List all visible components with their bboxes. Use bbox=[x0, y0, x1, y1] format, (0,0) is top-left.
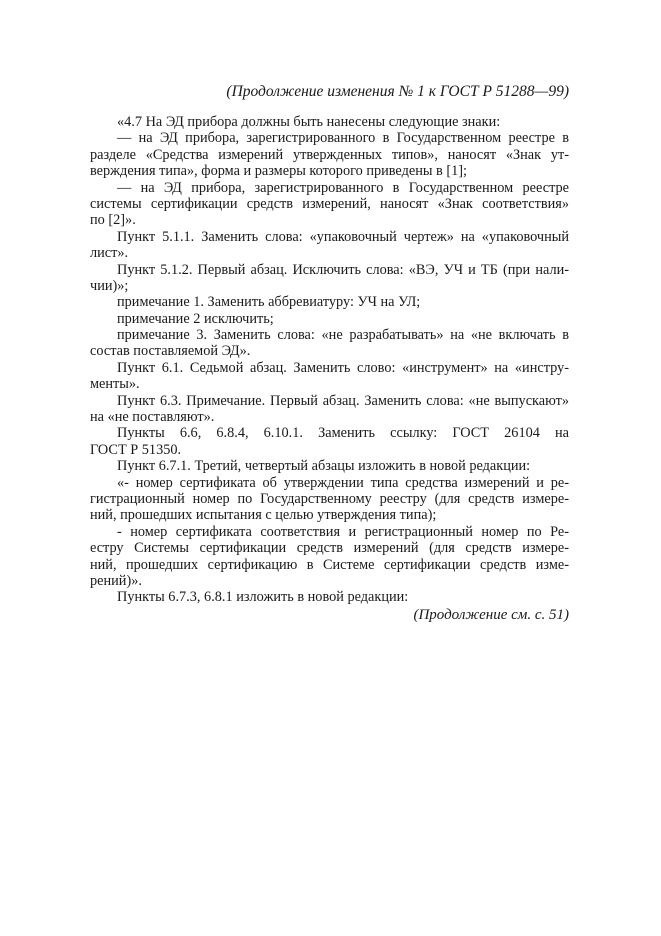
text-line: лист». bbox=[90, 245, 129, 262]
page-footer: (Продолжение см. с. 51) bbox=[413, 607, 569, 623]
text-line: «- номер сертификата об утверждении типа средства измерений и ре- bbox=[117, 474, 569, 491]
text-line: ний, прошедших испытания с целью утверждения типа); bbox=[90, 507, 437, 524]
text-line: Пункт 5.1.2. Первый абзац. Исключить слова: «ВЭ, УЧ и ТБ (при нали- bbox=[117, 261, 569, 278]
text-line: - номер сертификата соответствия и регистрационный номер по Ре- bbox=[117, 523, 569, 540]
text-line: Пункт 5.1.1. Заменить слова: «упаковочный чертеж» на «упаковочный bbox=[117, 228, 569, 245]
text-line: состав поставляемой ЭД». bbox=[90, 343, 251, 360]
text-line: гистрационный номер по Государственному реестру (для средств измере- bbox=[90, 490, 569, 507]
text-line: ний, прошедших сертификацию в Системе сертификации средств изме- bbox=[90, 556, 569, 573]
text-line: примечание 2 исключить; bbox=[117, 310, 274, 327]
text-line: разделе «Средства измерений утвержденных типов», наносят «Знак ут- bbox=[90, 146, 569, 163]
text-line: системы сертификации средств измерений, наносят «Знак соответствия» bbox=[90, 195, 569, 212]
text-line: Пункты 6.6, 6.8.4, 6.10.1. Заменить ссылку: ГОСТ 26104 на bbox=[117, 425, 569, 442]
text-line: Пункт 6.1. Седьмой абзац. Заменить слово: «инструмент» на «инстру- bbox=[117, 359, 569, 376]
text-line: примечание 1. Заменить аббревиатуру: УЧ на УЛ; bbox=[117, 294, 421, 311]
text-line: Пункт 6.3. Примечание. Первый абзац. Заменить слова: «не выпускают» bbox=[117, 392, 569, 409]
text-line: рений)». bbox=[90, 572, 142, 589]
text-line: Пункт 6.7.1. Третий, четвертый абзацы изложить в новой редакции: bbox=[117, 458, 531, 475]
text-line: на «не поставляют». bbox=[90, 409, 215, 426]
text-line: естру Системы сертификации средств измерений (для средств измере- bbox=[90, 540, 569, 557]
text-line: чии)»; bbox=[90, 277, 129, 294]
text-line: примечание 3. Заменить слова: «не разрабатывать» на «не включать в bbox=[117, 327, 569, 344]
page-header: (Продолжение изменения № 1 к ГОСТ Р 51288—99) bbox=[226, 83, 569, 100]
text-line: по [2]». bbox=[90, 212, 136, 229]
text-line: верждения типа», форма и размеры которого приведены в [1]; bbox=[90, 163, 468, 180]
text-line: — на ЭД прибора, зарегистрированного в Государственном реестре в bbox=[117, 130, 569, 147]
text-line: ГОСТ Р 51350. bbox=[90, 441, 182, 458]
text-line: «4.7 На ЭД прибора должны быть нанесены следующие знаки: bbox=[117, 114, 501, 130]
text-line: — на ЭД прибора, зарегистрированного в Государственном реестре bbox=[117, 179, 569, 196]
body-text bbox=[90, 114, 569, 606]
text-line: Пункты 6.7.3, 6.8.1 изложить в новой редакции: bbox=[117, 589, 409, 606]
text-line: менты». bbox=[90, 376, 140, 393]
